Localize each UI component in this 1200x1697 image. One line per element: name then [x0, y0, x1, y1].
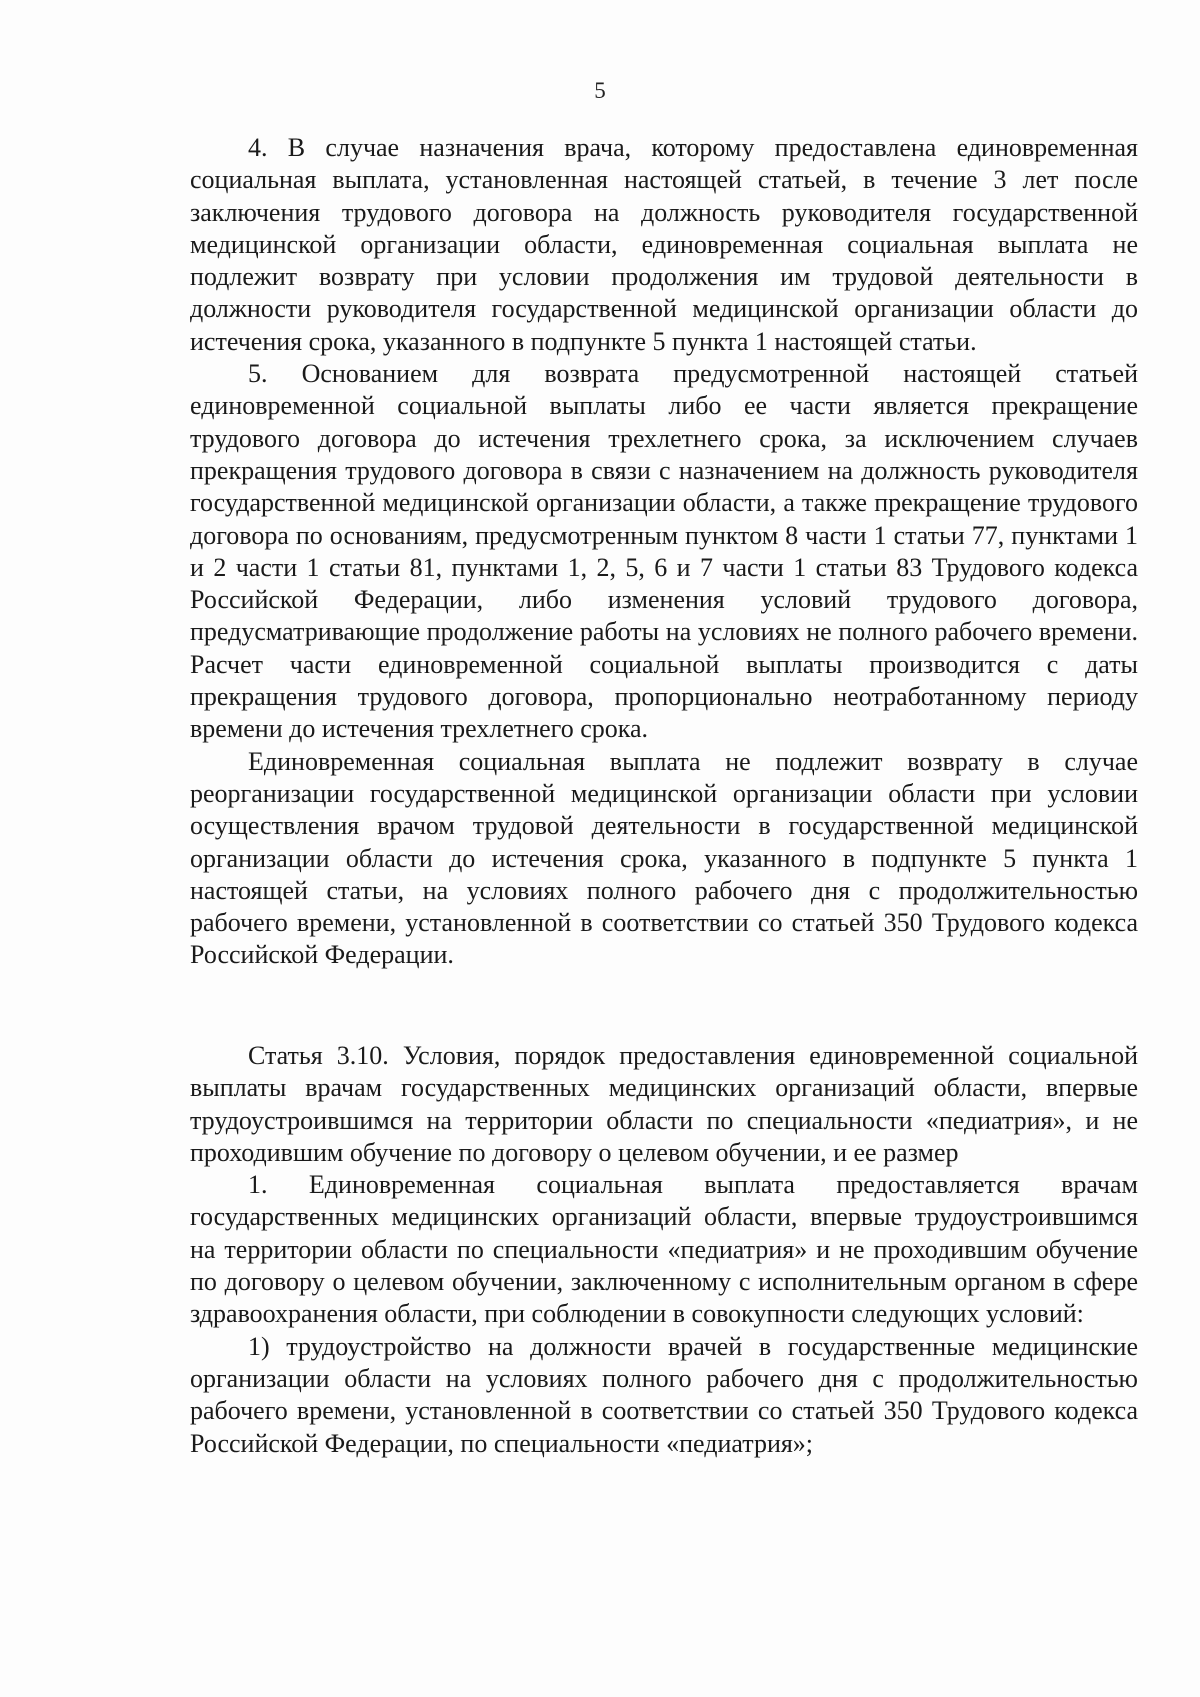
paragraph-item-4: 4. В случае назначения врача, которому предоставлена единовременная социальная выплата, установленная настоящей статьей, в течение 3 лет после заключения трудового договора на должность руководителя государственной медицинской организации области, единовременная социальная выплата не подлежит возврату при условии продолжения им трудовой деятельности в должности руководителя государственной медицинской организации области до истечения срока, указанного в подпункте 5 пункта 1 настоящей статьи. — [190, 133, 1138, 356]
article-subitem-1: 1) трудоустройство на должности врачей в государственные медицинские организации области на условиях полного рабочего дня с продолжительностью рабочего времени, установленной в соответствии со статьей 350 Трудового кодекса Российской Федерации, по специальности «педиатрия»; — [190, 1331, 1138, 1458]
article-heading: Статья 3.10. Условия, порядок предоставления единовременной социальной выплаты врачам государственных медицинских организаций области, впервые трудоустроившимся на территории области по специальности «педиатрия», и не проходившим обучение по договору о целевом обучении, и ее размер — [190, 1041, 1138, 1167]
article-3-10 — [190, 1040, 1138, 1460]
page-number: 5 — [594, 78, 606, 103]
article-item-1: 1. Единовременная социальная выплата предоставляется врачам государственных медицинских организаций области, впервые трудоустроившимся на территории области по специальности «педиатрия» и не проходившим обучение по договору о целевом обучении, заключенному с исполнительным органом в сфере здравоохранения области, при соблюдении в совокупности следующих условий: — [190, 1170, 1138, 1329]
paragraph-no-return: Единовременная социальная выплата не подлежит возврату в случае реорганизации государственной медицинской организации области при условии осуществления врачом трудовой деятельности в государственной медицинской организации области до истечения срока, указанного в подпункте 5 пункта 1 настоящей статьи, на условиях полного рабочего дня с продолжительностью рабочего времени, установленной в соответствии со статьей 350 Трудового кодекса Российской Федерации. — [190, 746, 1138, 970]
article-continuation — [190, 132, 1138, 972]
paragraph-item-5: 5. Основанием для возврата предусмотренной настоящей статьей единовременной социальной выплаты либо ее части является прекращение трудового договора до истечения трехлетнего срока, за исключением случаев прекращения трудового договора в связи с назначением на должность руководителя государственной медицинской организации области, а также прекращение трудового договора по основаниям, предусмотренным пунктом 8 части 1 статьи 77, пунктами 1 и 2 части 1 статьи 81, пунктами 1, 2, 5, 6 и 7 части 1 статьи 83 Трудового кодекса Российской Федерации, либо изменения условий трудового договора, предусматривающие продолжение работы на условиях не полного рабочего времени. Расчет части единовременной социальной выплаты производится с даты прекращения трудового договора, пропорционально неотработанному периоду времени до истечения трехлетнего срока. — [190, 359, 1138, 744]
